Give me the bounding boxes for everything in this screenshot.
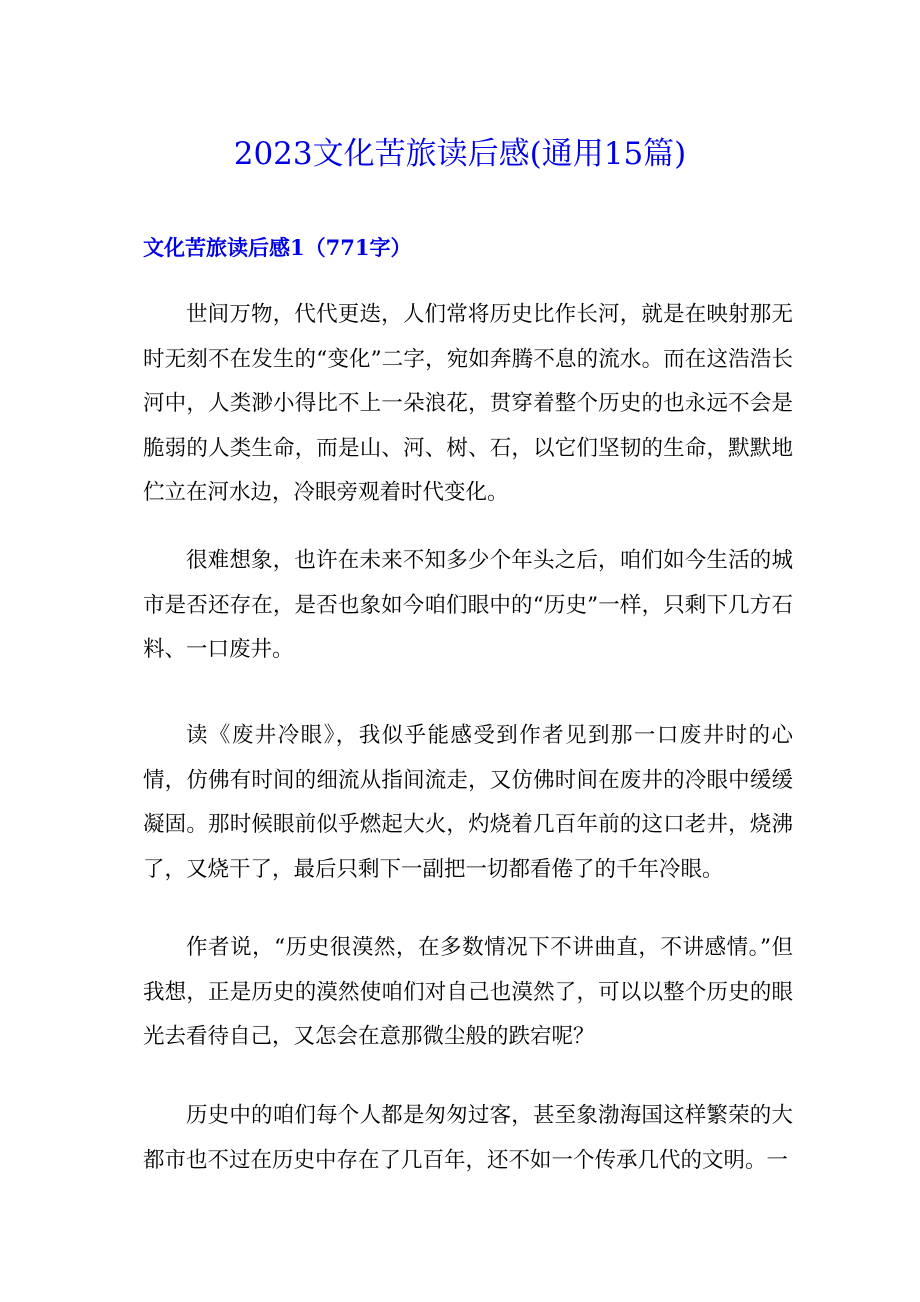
document-title: 2023文化苦旅读后感(通用15篇) xyxy=(233,136,687,172)
paragraph-3: 读《废井冷眼》，我似乎能感受到作者见到那一口废井时的心情，仿佛有时间的细流从指间流走，又仿佛时间在废井的冷眼中缓缓凝固。那时候眼前似乎燃起大火，灼烧着几百年前的这口老井，烧沸了，又烧干了，最后只剩下一副把一切都看倦了的千年冷眼。 xyxy=(143,723,793,882)
paragraph-4: 作者说，“历史很漠然，在多数情况下不讲曲直，不讲感情。”但我想，正是历史的漠然使咱们对自己也漠然了，可以以整个历史的眼光去看待自己，又怎会在意那微尘般的跌宕呢？ xyxy=(143,935,793,1049)
paragraph-2: 很难想象，也许在未来不知多少个年头之后，咱们如今生活的城市是否还存在，是否也象如今咱们眼中的“历史”一样，只剩下几方石料、一口废井。 xyxy=(143,548,793,662)
section-heading: 文化苦旅读后感1（771字） xyxy=(143,235,412,260)
paragraph-5: 历史中的咱们每个人都是匆匆过客，甚至象渤海国这样繁荣的大都市也不过在历史中存在了几百年，还不如一个传承几代的文明。一 xyxy=(143,1103,793,1173)
paragraph-1: 世间万物，代代更迭，人们常将历史比作长河，就是在映射那无时无刻不在发生的“变化”二字，宛如奔腾不息的流水。而在这浩浩长河中，人类渺小得比不上一朵浪花，贯穿着整个历史的也永远不会是脆弱的人类生命，而是山、河、树、石，以它们坚韧的生命，默默地伫立在河水边，冷眼旁观着时代变化。 xyxy=(143,302,793,505)
